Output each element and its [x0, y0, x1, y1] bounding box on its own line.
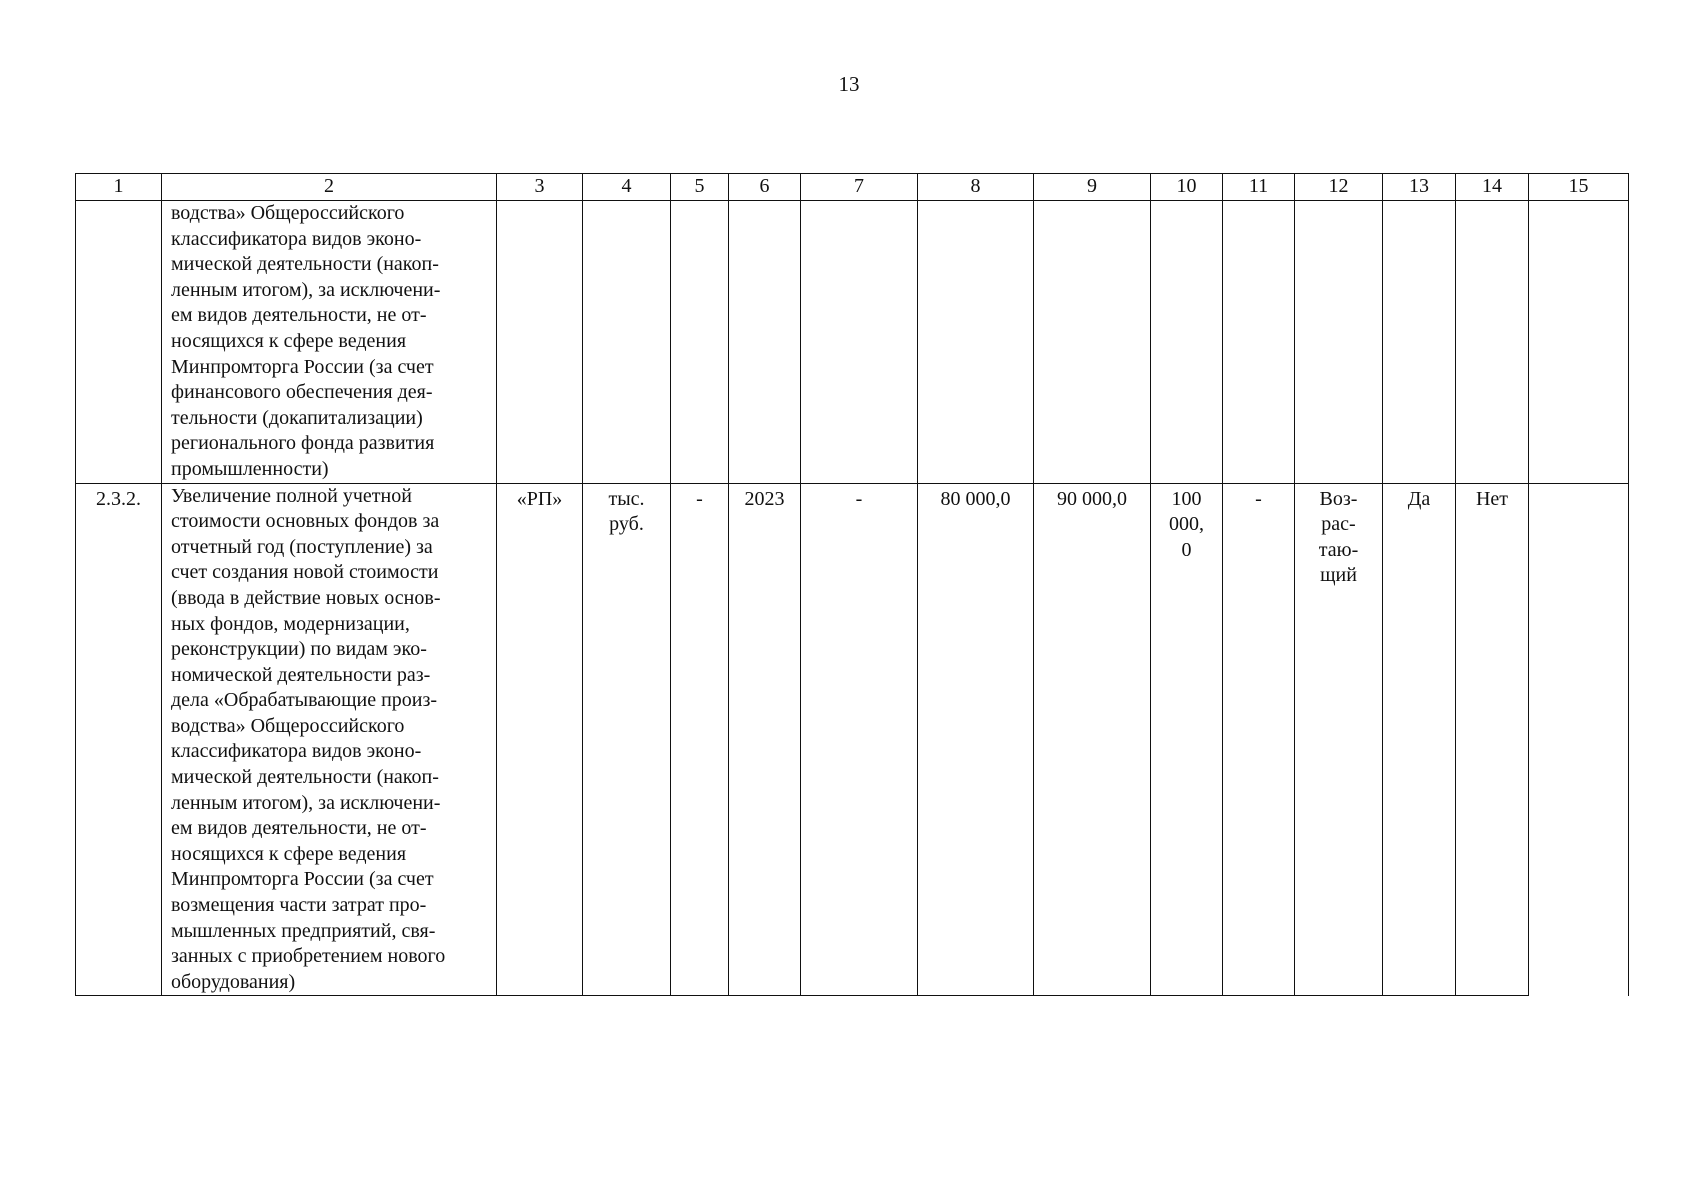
cell-col12: [1295, 201, 1383, 484]
cell-col12: [1295, 483, 1383, 996]
col-header-15: 15: [1529, 174, 1629, 201]
text-line: возмещения части затрат про-: [171, 894, 427, 917]
col-header-5: 5: [671, 174, 729, 201]
col-header-10: 10: [1151, 174, 1223, 201]
text-line: номической деятельности раз-: [171, 663, 431, 686]
col-header-14: 14: [1456, 174, 1529, 201]
text-line: щий: [1320, 564, 1357, 587]
cell-col8: [918, 201, 1034, 484]
text-line: финансового обеспечения дея-: [171, 381, 433, 404]
cell-col14: [1456, 201, 1529, 484]
page-number: 13: [838, 72, 860, 96]
text-line: стоимости основных фондов за: [171, 510, 440, 533]
text-line: мышленных предприятий, свя-: [171, 919, 436, 942]
text-line: рас-: [1321, 513, 1356, 536]
text-line: руб.: [609, 513, 644, 536]
text-line: промышленности): [171, 457, 329, 480]
text-line: Минпромторга России (за счет: [171, 355, 434, 378]
col-header-1: 1: [76, 174, 162, 201]
cell-col10: [1151, 201, 1223, 484]
cell-col14: Нет: [1456, 483, 1529, 996]
text-line: водства» Общероссийского: [171, 202, 405, 224]
text-line: Минпромторга России (за счет: [171, 868, 434, 891]
text-line: тыс.: [608, 487, 645, 510]
text-line: классификатора видов эконо-: [171, 227, 422, 250]
trend-text: [1295, 487, 1382, 589]
table-row-2-3-2: [76, 483, 1629, 996]
text-line: 000,: [1169, 513, 1204, 536]
text-line: 0: [1181, 538, 1192, 561]
col-header-2: 2: [162, 174, 497, 201]
cell-col9: 90 000,0: [1034, 483, 1151, 996]
text-line: ных фондов, модернизации,: [171, 612, 410, 635]
cell-col11: [1223, 201, 1295, 484]
col-header-8: 8: [918, 174, 1034, 201]
text-line: оборудования): [171, 970, 296, 993]
text-line: Увеличение полной учетной: [171, 484, 412, 507]
cell-num: [76, 201, 162, 484]
col-header-13: 13: [1383, 174, 1456, 201]
cell-col7: -: [801, 483, 918, 996]
value-text: [1151, 487, 1222, 564]
text-line: водства» Общероссийского: [171, 714, 405, 737]
cell-col3: «РП»: [497, 483, 583, 996]
description-text: [171, 201, 488, 483]
cell-col9: [1034, 201, 1151, 484]
text-line: таю-: [1318, 538, 1359, 561]
col-header-9: 9: [1034, 174, 1151, 201]
text-line: ленным итогом), за исключени-: [171, 791, 441, 814]
cell-col13: Да: [1383, 483, 1456, 996]
text-line: Воз-: [1319, 487, 1358, 510]
col-header-4: 4: [583, 174, 671, 201]
cell-col10: [1151, 483, 1223, 996]
cell-description: [162, 201, 497, 484]
cell-num: 2.3.2.: [76, 483, 162, 996]
cell-col4: [583, 201, 671, 484]
unit-text: [583, 487, 670, 538]
cell-col5: -: [671, 483, 729, 996]
table-row-continuation: [76, 201, 1629, 484]
col-header-3: 3: [497, 174, 583, 201]
cell-col3: [497, 201, 583, 484]
text-line: дела «Обрабатывающие произ-: [171, 689, 438, 712]
cell-description: [162, 483, 497, 996]
col-header-11: 11: [1223, 174, 1295, 201]
column-number-header-row: [76, 174, 1629, 201]
text-line: занных с приобретением нового: [171, 945, 446, 968]
text-line: регионального фонда развития: [171, 432, 435, 455]
cell-col15: [1529, 483, 1629, 996]
cell-col13: [1383, 201, 1456, 484]
text-line: носящихся к сфере ведения: [171, 329, 407, 352]
text-line: носящихся к сфере ведения: [171, 842, 407, 865]
text-line: ем видов деятельности, не от-: [171, 304, 427, 327]
text-line: тельности (докапитализации): [171, 406, 423, 429]
text-line: мической деятельности (накоп-: [171, 766, 439, 789]
cell-col7: [801, 201, 918, 484]
text-line: счет создания новой стоимости: [171, 561, 439, 584]
cell-col11: -: [1223, 483, 1295, 996]
text-line: реконструкции) по видам эко-: [171, 638, 427, 661]
indicators-table: [75, 173, 1629, 996]
text-line: классификатора видов эконо-: [171, 740, 422, 763]
description-text: [171, 484, 488, 996]
text-line: отчетный год (поступление) за: [171, 535, 433, 558]
cell-col4: [583, 483, 671, 996]
cell-col15: [1529, 201, 1629, 484]
text-line: ем видов деятельности, не от-: [171, 817, 427, 840]
col-header-6: 6: [729, 174, 801, 201]
cell-col5: [671, 201, 729, 484]
cell-col6: [729, 201, 801, 484]
col-header-12: 12: [1295, 174, 1383, 201]
text-line: (ввода в действие новых основ-: [171, 586, 441, 609]
cell-col8: 80 000,0: [918, 483, 1034, 996]
text-line: мической деятельности (накоп-: [171, 253, 439, 276]
text-line: 100: [1171, 487, 1202, 510]
col-header-7: 7: [801, 174, 918, 201]
cell-col6: 2023: [729, 483, 801, 996]
text-line: ленным итогом), за исключени-: [171, 278, 441, 301]
